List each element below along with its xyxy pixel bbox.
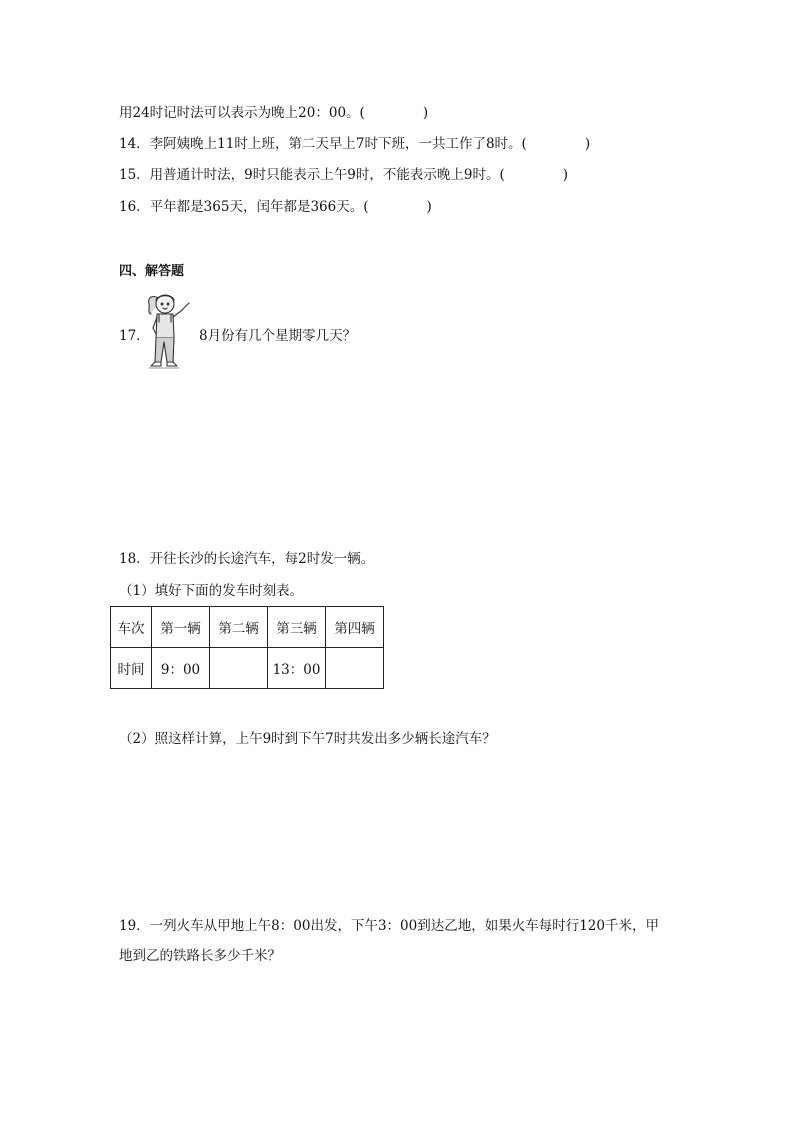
question-19-line1: 19．一列火车从甲地上午8：00出发，下午3：00到达乙地，如果火车每时行120千米，甲	[119, 918, 659, 934]
table-cell: 9：00	[152, 648, 210, 689]
statement-14	[119, 135, 590, 153]
girl-pointing-icon	[143, 290, 193, 380]
table-cell: 13：00	[268, 648, 326, 689]
answer-paren-close: )	[562, 167, 568, 183]
statement-text: 14．李阿姨晚上11时上班，第二天早上7时下班，一共工作了8时。(	[119, 136, 527, 152]
question-17-text: 8月份有几个星期零几天？	[199, 328, 357, 344]
table-cell: 第一辆	[152, 607, 210, 648]
table-cell: 第二辆	[210, 607, 268, 648]
table-cell: 车次	[111, 607, 152, 648]
question-19-line2: 地到乙的铁路长多少千米？	[119, 948, 281, 964]
question-18-part1: （1）填好下面的发车时刻表。	[119, 583, 304, 599]
answer-paren-close: )	[584, 136, 591, 152]
table-cell: 时间	[111, 648, 152, 689]
statement-text: 15．用普通计时法，9时只能表示上午9时，不能表示晚上9时。(	[119, 167, 505, 183]
statement-15	[119, 166, 568, 184]
table-row	[111, 648, 384, 689]
table-cell-blank	[326, 648, 384, 689]
table-cell: 第四辆	[326, 607, 384, 648]
schedule-table	[110, 606, 384, 689]
question-18-text: 18．开往长沙的长途汽车，每2时发一辆。	[119, 551, 375, 567]
section-title: 四、解答题	[119, 264, 185, 279]
statement-text: 16．平年都是365天，闰年都是366天。(	[119, 199, 369, 215]
answer-paren-close: )	[422, 105, 429, 121]
question-17-number: 17．	[119, 328, 150, 344]
statement-16	[119, 198, 432, 216]
answer-paren-close: )	[426, 199, 432, 215]
table-cell: 第三辆	[268, 607, 326, 648]
question-18-part2: （2）照这样计算，上午9时到下午7时共发出多少辆长途汽车？	[119, 731, 496, 747]
table-header-row	[111, 607, 384, 648]
statement-13-tail	[119, 104, 428, 122]
table-cell-blank	[210, 648, 268, 689]
statement-text: 用24时记时法可以表示为晚上20：00。(	[119, 105, 365, 121]
